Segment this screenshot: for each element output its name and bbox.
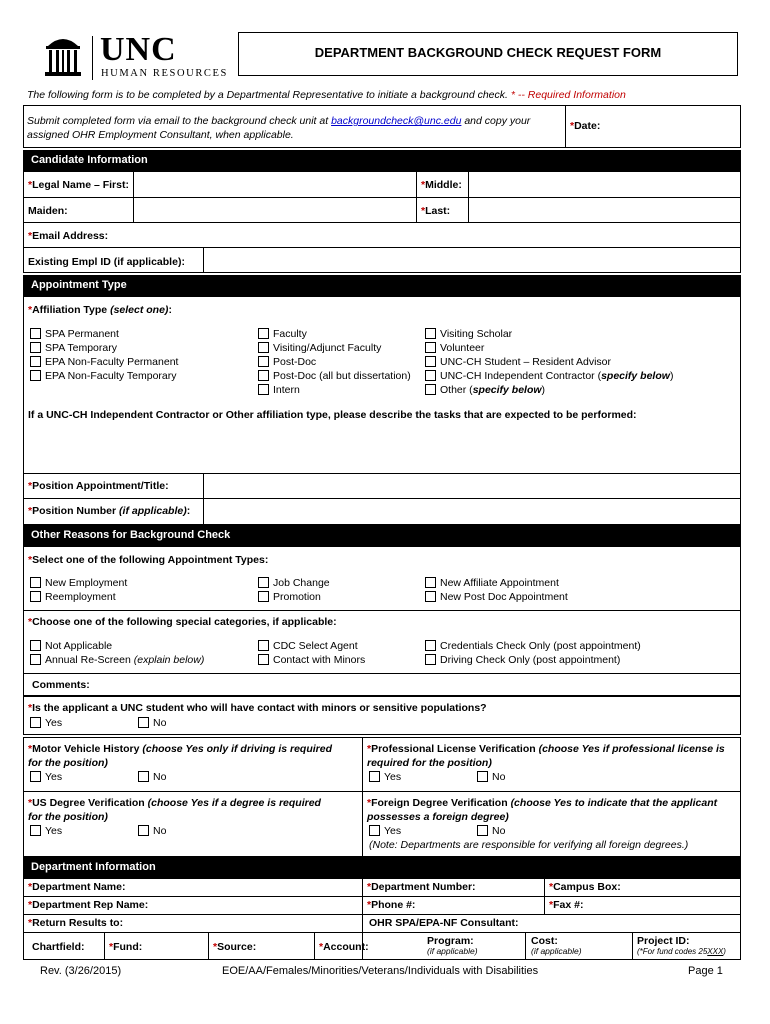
footer-page: Page 1 (688, 965, 723, 977)
checkbox-row[interactable]: SPA Temporary (30, 341, 178, 355)
checkbox-row[interactable]: Visiting/Adjunct Faculty (258, 341, 411, 355)
dept-number-label: *Department Number: (367, 881, 476, 893)
checkbox-row[interactable]: Other (specify below) (425, 383, 673, 397)
return-to-label: *Return Results to: (28, 917, 124, 929)
checkbox[interactable] (30, 717, 41, 728)
checkbox-row[interactable]: Post-Doc (258, 355, 411, 369)
checkbox-row[interactable]: EPA Non-Faculty Permanent (30, 355, 178, 369)
mvh-no[interactable]: No (138, 770, 166, 784)
plv-no[interactable]: No (477, 770, 505, 784)
appt-col3 (425, 576, 568, 604)
maiden-input[interactable] (135, 199, 414, 221)
checkbox[interactable] (258, 591, 269, 602)
checkbox-row[interactable]: Annual Re-Screen (explain below) (30, 653, 204, 667)
appt-col2 (258, 576, 330, 604)
required-note: * -- Required Information (510, 89, 626, 101)
checkbox[interactable] (425, 342, 436, 353)
program-note: (if applicable) (427, 946, 478, 956)
checkbox-row[interactable]: UNC-CH Independent Contractor (specify below) (425, 369, 673, 383)
plv-yes[interactable]: Yes (369, 770, 401, 784)
chartfield-label: Chartfield: (32, 941, 85, 953)
special-col1 (30, 639, 204, 667)
checkbox[interactable] (258, 356, 269, 367)
special-categories-label: *Choose one of the following special categories, if applicable: (28, 616, 337, 628)
contractor-question: If a UNC-CH Independent Contractor or Other affiliation type, please describe the tasks that are expected to be performed: (28, 409, 637, 421)
checkbox[interactable] (30, 771, 41, 782)
position-title-input[interactable] (205, 475, 739, 497)
checkbox[interactable] (425, 384, 436, 395)
checkbox-row[interactable]: Driving Check Only (post appointment) (425, 653, 641, 667)
checkbox[interactable] (30, 342, 41, 353)
affiliation-col1 (30, 327, 178, 383)
checkbox[interactable] (369, 825, 380, 836)
fax-label: *Fax #: (549, 899, 584, 911)
intro-text: The following form is to be completed by a Departmental Representative to initiate a background check. * -- Required Information (27, 89, 626, 101)
comments-input[interactable] (92, 675, 739, 695)
project-note: (*For fund codes 25XXX) (637, 947, 726, 956)
middle-input[interactable] (470, 173, 739, 195)
logo-subtitle: HUMAN RESOURCES (101, 68, 228, 79)
checkbox-row[interactable]: Contact with Minors (258, 653, 365, 667)
checkbox-row[interactable]: Promotion (258, 590, 330, 604)
phone-label: *Phone #: (367, 899, 416, 911)
comments-label: Comments: (32, 679, 90, 691)
consultant-label: OHR SPA/EPA-NF Consultant: (369, 917, 519, 929)
checkbox[interactable] (30, 356, 41, 367)
department-header: Department Information (23, 857, 741, 878)
usdv-question: *US Degree Verification (choose Yes if a degree is required for the position) (28, 797, 321, 823)
student-no[interactable]: No (138, 716, 166, 730)
footer-eoe: EOE/AA/Females/Minorities/Veterans/Individuals with Disabilities (222, 965, 539, 977)
page-title: DEPARTMENT BACKGROUND CHECK REQUEST FORM (314, 45, 662, 60)
mvh-question: *Motor Vehicle History (choose Yes only if driving is required for the position) (28, 743, 333, 769)
old-well-icon (44, 34, 82, 80)
checkbox[interactable] (425, 654, 436, 665)
fdv-no[interactable]: No (477, 824, 505, 838)
checkbox[interactable] (425, 577, 436, 588)
position-number-label: *Position Number (if applicable): (28, 505, 191, 517)
checkbox[interactable] (30, 640, 41, 651)
checkbox[interactable] (258, 370, 269, 381)
checkbox-row[interactable]: Faculty (258, 327, 411, 341)
affiliation-label: *Affiliation Type (select one): (28, 304, 172, 316)
email-link[interactable]: backgroundcheck@unc.edu (331, 115, 462, 127)
contractor-description-input[interactable] (25, 425, 739, 471)
special-col3 (425, 639, 641, 667)
dept-name-label: *Department Name: (28, 881, 126, 893)
checkbox[interactable] (425, 328, 436, 339)
cost-label: Cost: (531, 935, 558, 947)
empl-id-label: Existing Empl ID (if applicable): (28, 256, 185, 268)
mvh-yes[interactable]: Yes (30, 770, 62, 784)
checkbox[interactable] (477, 771, 488, 782)
checkbox[interactable] (258, 654, 269, 665)
middle-label: *Middle: (421, 179, 462, 191)
position-number-input[interactable] (205, 500, 739, 523)
checkbox[interactable] (258, 328, 269, 339)
affiliation-col3 (425, 327, 673, 397)
checkbox-row[interactable]: Post-Doc (all but dissertation) (258, 369, 411, 383)
checkbox[interactable] (258, 384, 269, 395)
checkbox-row[interactable]: New Affiliate Appointment (425, 576, 568, 590)
select-appointment-label: *Select one of the following Appointment Types: (28, 554, 269, 566)
checkbox-row[interactable]: CDC Select Agent (258, 639, 365, 653)
fdv-question: *Foreign Degree Verification (choose Yes to indicate that the applicant possesses a foreign degree) (367, 797, 718, 823)
checkbox-row[interactable]: New Post Doc Appointment (425, 590, 568, 604)
empl-id-input[interactable] (205, 249, 739, 271)
logo-name: UNC (100, 31, 177, 68)
checkbox-row[interactable]: Visiting Scholar (425, 327, 673, 341)
checkbox-row[interactable]: UNC-CH Student – Resident Advisor (425, 355, 673, 369)
checkbox[interactable] (369, 771, 380, 782)
rep-name-label: *Department Rep Name: (28, 899, 149, 911)
position-title-label: *Position Appointment/Title: (28, 480, 169, 492)
usdv-no[interactable]: No (138, 824, 166, 838)
email-label: *Email Address: (28, 230, 109, 242)
legal-first-label: *Legal Name – First: (28, 179, 129, 191)
checkbox-row[interactable]: Not Applicable (30, 639, 204, 653)
checkbox[interactable] (30, 370, 41, 381)
checkbox[interactable] (477, 825, 488, 836)
maiden-label: Maiden: (28, 205, 68, 217)
checkbox[interactable] (425, 356, 436, 367)
program-label: Program: (427, 935, 474, 947)
submit-instructions: Submit completed form via email to the background check unit at backgroundcheck@unc.edu and copy your assigned OHR Employment Consultant, when applicable. (27, 115, 531, 141)
student-yes[interactable]: Yes (30, 716, 62, 730)
fdv-yes[interactable]: Yes (369, 824, 401, 838)
cost-note: (if applicable) (531, 946, 582, 956)
email-input[interactable] (115, 224, 739, 246)
checkbox-row[interactable]: Credentials Check Only (post appointment) (425, 639, 641, 653)
fdv-footnote: (Note: Departments are responsible for verifying all foreign degrees.) (369, 839, 689, 851)
appt-col1 (30, 576, 127, 604)
checkbox[interactable] (138, 771, 149, 782)
special-col2 (258, 639, 365, 667)
plv-question: *Professional License Verification (choose Yes if professional license is required for the position) (367, 743, 725, 769)
checkbox[interactable] (258, 342, 269, 353)
checkbox[interactable] (425, 591, 436, 602)
checkbox[interactable] (30, 577, 41, 588)
legal-first-input[interactable] (135, 173, 414, 195)
source-label: *Source: (213, 941, 257, 953)
last-label: *Last: (421, 205, 451, 217)
checkbox-row[interactable]: EPA Non-Faculty Temporary (30, 369, 178, 383)
logo (44, 31, 234, 82)
checkbox-row[interactable]: Volunteer (425, 341, 673, 355)
checkbox[interactable] (30, 328, 41, 339)
checkbox[interactable] (258, 577, 269, 588)
checkbox[interactable] (138, 717, 149, 728)
checkbox[interactable] (138, 825, 149, 836)
checkbox[interactable] (258, 640, 269, 651)
checkbox[interactable] (425, 370, 436, 381)
student-question: *Is the applicant a UNC student who will have contact with minors or sensitive populations? (28, 702, 487, 714)
checkbox[interactable] (30, 591, 41, 602)
date-field[interactable] (620, 107, 738, 145)
fund-label: *Fund: (109, 941, 143, 953)
other-reasons-header: Other Reasons for Background Check (23, 525, 741, 546)
checkbox-row[interactable]: Reemployment (30, 590, 127, 604)
checkbox-row[interactable]: SPA Permanent (30, 327, 178, 341)
date-label: *Date: (570, 120, 601, 132)
checkbox-row[interactable]: Job Change (258, 576, 330, 590)
project-id-label: Project ID: (637, 935, 690, 947)
checkbox[interactable] (30, 825, 41, 836)
candidate-header: Candidate Information (23, 150, 741, 171)
usdv-yes[interactable]: Yes (30, 824, 62, 838)
affiliation-col2 (258, 327, 411, 397)
campus-box-label: *Campus Box: (549, 881, 621, 893)
account-label: *Account: (319, 941, 369, 953)
footer-revision: Rev. (3/26/2015) (40, 965, 122, 977)
checkbox-row[interactable]: Intern (258, 383, 411, 397)
appointment-header: Appointment Type (23, 275, 741, 296)
last-input[interactable] (470, 199, 739, 221)
checkbox-row[interactable]: New Employment (30, 576, 127, 590)
checkbox[interactable] (30, 654, 41, 665)
checkbox[interactable] (425, 640, 436, 651)
